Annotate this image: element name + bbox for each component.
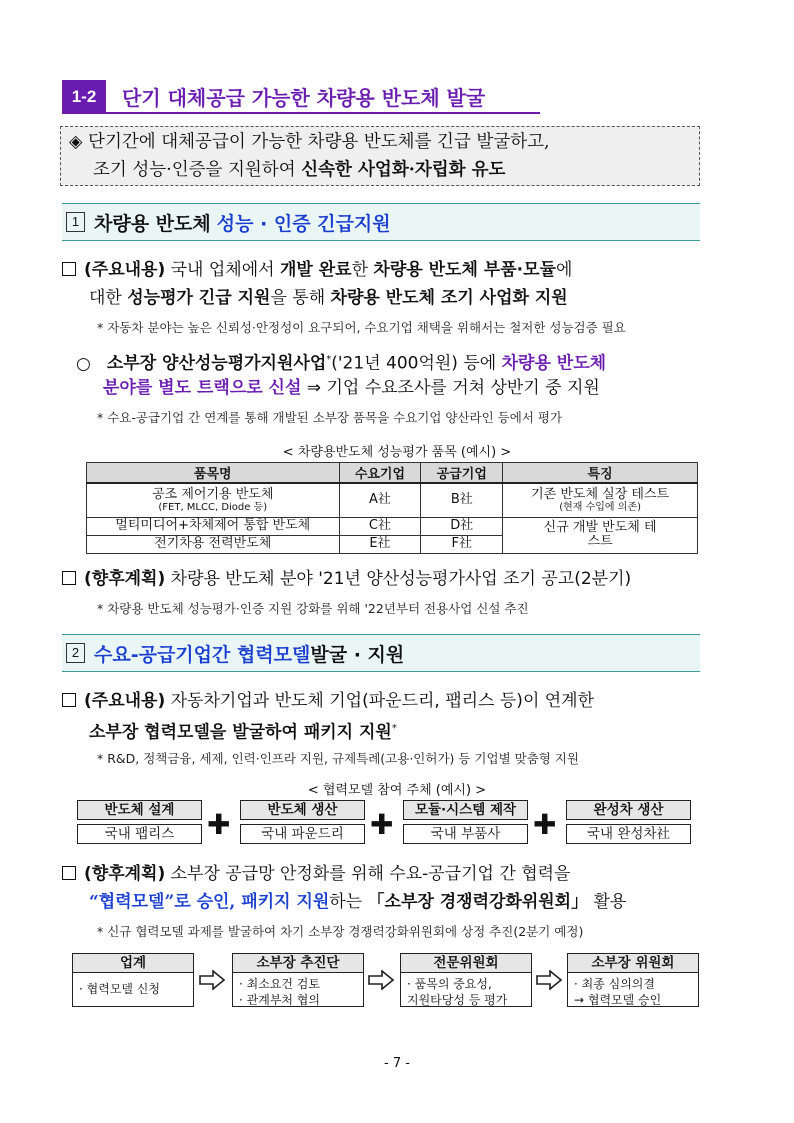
s1-text: 한 [351,260,374,280]
flow-body [233,973,363,1011]
subsection-1-number: 1 [66,212,85,232]
cell-text: 기존 반도체 실장 테스트 [531,486,670,502]
s1-text: ('21년 400억원) 등에 [331,353,502,374]
s2-text: 「소부장 경쟁력강화위원회」 [367,892,589,912]
s1-sub-line-1 [76,346,606,378]
flow-box-committee [567,953,699,1007]
col-header: 특징 [503,463,698,484]
model-box-module [403,800,528,844]
section-title: 단기 대체공급 가능한 차량용 반도체 발굴 [122,86,486,110]
model-value: 국내 완성차社 [566,824,691,844]
flow-line: · 최종 심의의결 [574,977,655,991]
s2-note-2: * 신규 협력모델 과제를 발굴하여 차기 소부장 경쟁력강화위원회에 상정 추진(2분기 예정) [97,924,584,939]
table-header-row [87,463,698,484]
cell-text: 공조 제어기용 반도체 [152,486,274,502]
s1-text: 개발 완료 [279,260,352,280]
plus-icon: ✚ [370,808,394,841]
flow-line: · 품목의 중요성, [407,977,492,991]
s1-text: 차량용 반도체 조기 사업화 지원 [330,288,568,308]
subsection-2-header [62,634,700,672]
model-box-vehicle [566,800,691,844]
flow-body [401,973,531,1011]
col-header: 공급기업 [421,463,503,484]
table-cell: 멀티미디어+차체제어 통합 반도체 [87,517,340,535]
cell-subtext: (FET, MLCC, Diode 등) [158,501,268,513]
flow-head: 소부장 위원회 [568,954,698,973]
s1-text: 국내 업체에서 [165,260,280,280]
s1-text: 대한 [89,288,128,308]
s2-text: * [391,723,397,734]
summary-line-2 [93,156,505,184]
flow-box-industry [72,953,194,1007]
summary-text-2b: 신속한 사업화·자립화 유도 [301,160,506,180]
s2-note-1: * R&D, 정책금융, 세제, 인력·인프라 지원, 규제특례(고용·인허가) 등 기업별 맞춤형 지원 [97,751,579,766]
flow-line: · 관계부처 협의 [239,993,320,1007]
s1-main-label: (주요내용) [84,260,166,280]
arrow-right-icon [199,970,225,990]
s1-text: 성능평가 긴급 지원 [127,288,271,308]
summary-box [60,126,700,186]
s2-main-content-line-2 [89,715,397,747]
square-bullet-icon [62,262,76,276]
page-number: - 7 - [384,1056,410,1071]
flow-line: → 협력모델 승인 [574,993,662,1007]
s2-text: 자동차기업과 반도체 기업(파운드리, 팹리스 등)이 연계한 [165,691,595,711]
table-cell: C社 [339,517,421,535]
model-caption: < 협력모델 참여 주체 (예시) > [307,783,487,798]
summary-text-1: 단기간에 대체공급이 가능한 차량용 반도체를 긴급 발굴하고, [88,132,550,152]
table-cell: D社 [421,517,503,535]
s2-main-content-line-1 [62,687,594,715]
s1-note-1: * 자동차 분야는 높은 신뢰성·안정성이 요구되어, 수요기업 채택을 위해서는 철저한 성능검증 필요 [97,320,626,335]
subsection-2-title-a: 수요-공급기업간 협력모델 [94,643,311,666]
items-table [86,462,698,554]
s2-text: 하는 [329,892,368,912]
flow-body [568,973,698,1011]
s1-main-content-line-2 [89,284,568,312]
s1-note-3: * 차량용 반도체 성능평가·인증 지원 강화를 위해 '22년부터 전용사업 신설 추진 [97,601,529,616]
s2-text: “협력모델”로 승인, 패키지 지원 [89,892,330,912]
table-cell: E社 [339,535,421,553]
s1-text: * [326,354,332,365]
flow-line: · 최소요건 검토 [239,977,320,991]
table-cell: F社 [421,535,503,553]
subsection-2-number: 2 [66,643,85,663]
table-row [87,517,698,535]
flow-box-expert-committee [400,953,532,1007]
s1-text: 차량용 반도체 부품·모듈 [373,260,556,280]
s2-text: 소부장 공급망 안정화를 위해 수요-공급기업 간 협력을 [165,864,571,884]
subsection-1-title-b: 성능 · 인증 긴급지원 [216,212,391,235]
arrow-right-icon [536,970,562,990]
subsection-1-header [62,203,700,241]
s2-plan-line-2 [89,888,626,916]
s1-plan-line [62,565,631,593]
table-caption: < 차량용반도체 성능평가 품목 (예시) > [282,445,512,460]
square-bullet-icon [62,571,76,585]
s2-main-label: (주요내용) [84,691,166,711]
summary-text-2a: 조기 성능·인증을 지원하여 [93,160,302,180]
col-header: 수요기업 [339,463,421,484]
flow-head: 전문위원회 [401,954,531,973]
flow-box-task-force [232,953,364,1007]
col-header: 품목명 [87,463,340,484]
model-head: 반도체 설계 [77,800,202,820]
s1-main-content-line-1 [62,256,572,284]
s1-text: ⇒ 기업 수요조사를 거쳐 상반기 중 지원 [301,378,600,398]
cell-subtext: (현재 수입에 의존) [559,501,641,513]
s1-text: 소부장 양산성능평가지원사업 [106,353,327,374]
plus-icon: ✚ [207,808,231,841]
subsection-1-title-a: 차량용 반도체 [94,212,211,235]
section-number-badge: 1-2 [62,80,106,114]
arrow-right-icon [368,970,394,990]
diamond-bullet-icon: ◈ [69,132,83,152]
square-bullet-icon [62,866,76,880]
summary-line-1 [69,128,550,156]
model-value: 국내 팹리스 [77,824,202,844]
subsection-2-title-b: 발굴 · 지원 [310,643,405,666]
s2-text: 소부장 협력모델을 발굴하여 패키지 지원 [89,722,392,743]
s2-text: 활용 [588,892,627,912]
table-cell: A社 [339,483,421,517]
model-value: 국내 파운드리 [240,824,365,844]
table-cell: 전기차용 전력반도체 [87,535,340,553]
s1-plan-label: (향후계획) [84,569,166,589]
flow-head: 소부장 추진단 [233,954,363,973]
model-box-design [77,800,202,844]
model-value: 국내 부품사 [403,824,528,844]
s1-text: 차량용 반도체 분야 '21년 양산성능평가사업 조기 공고(2분기) [165,569,632,589]
s1-text: 차량용 반도체 [501,353,607,374]
model-head: 완성차 생산 [566,800,691,820]
table-cell: B社 [421,483,503,517]
flow-line: 지원타당성 등 평가 [407,993,508,1007]
flow-head: 업계 [73,954,193,973]
table-cell [503,483,698,517]
title-underline [62,112,540,114]
circle-bullet-icon: ○ [76,353,91,374]
model-head: 모듈·시스템 제작 [403,800,528,820]
s1-note-2: * 수요-공급기업 간 연계를 통해 개발된 소부장 품목을 수요기업 양산라인 등에서 평가 [97,410,563,425]
flow-body [73,973,193,1000]
s1-text: 에 [555,260,573,280]
table-cell: 신규 개발 반도체 테스트 [503,517,698,553]
s1-text: 분야를 별도 트랙으로 신설 [103,378,302,398]
model-head: 반도체 생산 [240,800,365,820]
table-row [87,483,698,517]
s2-plan-line-1 [62,860,570,888]
model-box-production [240,800,365,844]
s1-sub-line-2 [103,374,600,402]
s1-text: 을 통해 [270,288,331,308]
table-cell [87,483,340,517]
plus-icon: ✚ [533,808,557,841]
square-bullet-icon [62,693,76,707]
s2-plan-label: (향후계획) [84,864,166,884]
flow-line: · 협력모델 신청 [79,982,160,996]
